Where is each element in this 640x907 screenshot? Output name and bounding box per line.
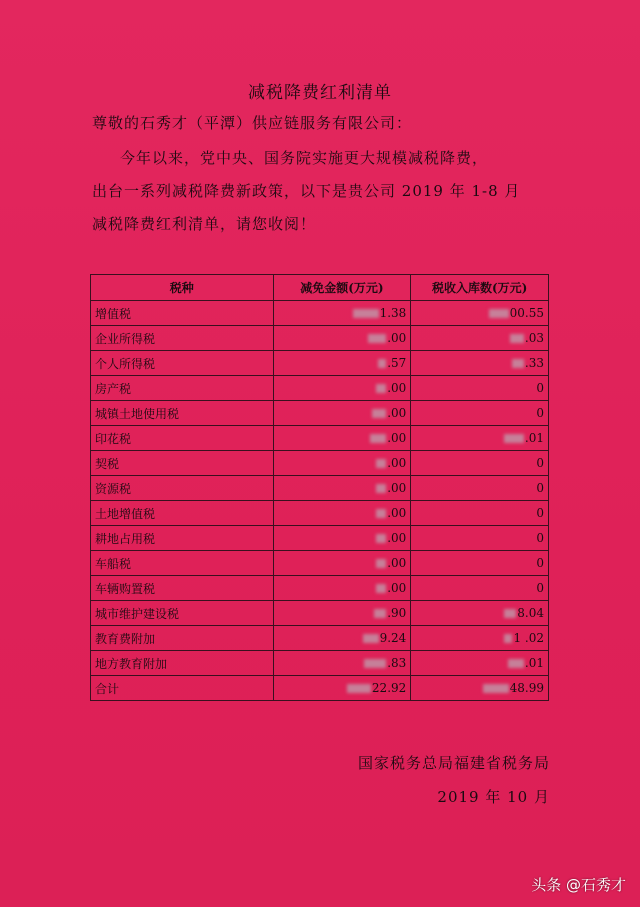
redacted-digits — [489, 309, 509, 318]
amount-value: 0 — [536, 531, 544, 545]
amount-value: 48.99 — [509, 681, 544, 695]
amount-value: 0 — [536, 556, 544, 570]
redacted-digits — [376, 534, 386, 543]
revenue-amount-cell — [411, 626, 549, 651]
table-row — [91, 526, 549, 551]
table-row — [91, 376, 549, 401]
amount-value: .00 — [387, 581, 407, 595]
revenue-amount-cell — [411, 326, 549, 351]
table-row — [91, 351, 549, 376]
relief-amount-cell — [273, 526, 411, 551]
redacted-digits — [510, 334, 524, 343]
header-tax-type: 税种 — [91, 275, 274, 301]
revenue-amount-cell — [411, 351, 549, 376]
issuing-authority: 国家税务总局福建省税务局 — [357, 754, 550, 772]
relief-amount-cell — [273, 301, 411, 326]
revenue-amount-cell — [411, 676, 549, 701]
tax-type-cell: 增值税 — [91, 301, 274, 326]
redacted-digits — [504, 434, 524, 443]
table-row — [91, 501, 549, 526]
tax-relief-table — [90, 274, 549, 701]
amount-value: .00 — [387, 506, 407, 520]
salutation: 尊敬的石秀才（平潭）供应链服务有限公司： — [92, 114, 413, 132]
amount-value: 8.04 — [517, 606, 544, 620]
revenue-amount-cell — [411, 651, 549, 676]
relief-amount-cell — [273, 576, 411, 601]
tax-type-cell: 房产税 — [91, 376, 274, 401]
amount-value: .00 — [387, 456, 407, 470]
revenue-amount-cell — [411, 451, 549, 476]
table-row — [91, 651, 549, 676]
revenue-amount-cell — [411, 426, 549, 451]
tax-type-cell: 耕地占用税 — [91, 526, 274, 551]
table-row — [91, 626, 549, 651]
amount-value: .03 — [524, 331, 544, 345]
relief-amount-cell — [273, 451, 411, 476]
body-paragraph-line-1: 今年以来，党中央、国务院实施更大规模减税降费， — [120, 149, 489, 167]
redacted-digits — [372, 409, 386, 418]
table-header-row — [91, 275, 549, 301]
table-row — [91, 601, 549, 626]
amount-value: .83 — [387, 656, 407, 670]
amount-value: .00 — [387, 556, 407, 570]
amount-value: .57 — [387, 356, 407, 370]
amount-value: 1 .02 — [513, 631, 544, 645]
amount-value: .01 — [524, 431, 544, 445]
table-total-row — [91, 676, 549, 701]
issue-date: 2019 年 10 月 — [437, 788, 550, 806]
amount-value: 0 — [536, 581, 544, 595]
relief-amount-cell — [273, 476, 411, 501]
amount-value: .00 — [387, 331, 407, 345]
header-relief-amount: 减免金额(万元) — [273, 275, 411, 301]
amount-value: .00 — [387, 481, 407, 495]
amount-value: 0 — [536, 381, 544, 395]
header-revenue-amount: 税收入库数(万元) — [411, 275, 549, 301]
table-row — [91, 551, 549, 576]
watermark: 头条 @石秀才 — [531, 876, 626, 894]
redacted-digits — [512, 359, 524, 368]
relief-amount-cell — [273, 501, 411, 526]
amount-value: .90 — [387, 606, 407, 620]
redacted-digits — [370, 434, 386, 443]
amount-value: .00 — [387, 531, 407, 545]
amount-value: 1.38 — [379, 306, 407, 320]
redacted-digits — [347, 684, 371, 693]
revenue-amount-cell — [411, 476, 549, 501]
amount-value: 0 — [536, 481, 544, 495]
amount-value: 0 — [536, 406, 544, 420]
amount-value: 0 — [536, 456, 544, 470]
relief-amount-cell — [273, 376, 411, 401]
body-paragraph-line-3: 减税降费红利清单，请您收阅！ — [92, 215, 317, 233]
relief-amount-cell — [273, 401, 411, 426]
redacted-digits — [364, 659, 386, 668]
table-row — [91, 426, 549, 451]
amount-value: .00 — [387, 406, 407, 420]
table-row — [91, 451, 549, 476]
redacted-digits — [374, 609, 386, 618]
tax-type-cell: 车辆购置税 — [91, 576, 274, 601]
relief-amount-cell — [273, 651, 411, 676]
amount-value: .33 — [524, 356, 544, 370]
table-row — [91, 401, 549, 426]
amount-value: 22.92 — [371, 681, 407, 695]
relief-amount-cell — [273, 551, 411, 576]
revenue-amount-cell — [411, 576, 549, 601]
redacted-digits — [504, 634, 512, 643]
relief-amount-cell — [273, 426, 411, 451]
body-paragraph-line-2: 出台一系列减税降费新政策，以下是贵公司 2019 年 1-8 月 — [92, 182, 521, 200]
redacted-digits — [483, 684, 509, 693]
redacted-digits — [378, 359, 386, 368]
tax-type-cell: 教育费附加 — [91, 626, 274, 651]
relief-amount-cell — [273, 676, 411, 701]
redacted-digits — [376, 484, 386, 493]
relief-amount-cell — [273, 326, 411, 351]
table-row — [91, 476, 549, 501]
redacted-digits — [368, 334, 386, 343]
amount-value: .00 — [387, 431, 407, 445]
amount-value: 0 — [536, 506, 544, 520]
tax-type-cell: 印花税 — [91, 426, 274, 451]
tax-type-cell: 个人所得税 — [91, 351, 274, 376]
revenue-amount-cell — [411, 301, 549, 326]
amount-value: 00.55 — [509, 306, 544, 320]
redacted-digits — [376, 559, 386, 568]
redacted-digits — [376, 459, 386, 468]
tax-type-cell: 城镇土地使用税 — [91, 401, 274, 426]
revenue-amount-cell — [411, 401, 549, 426]
redacted-digits — [376, 384, 386, 393]
relief-amount-cell — [273, 601, 411, 626]
tax-type-cell: 地方教育附加 — [91, 651, 274, 676]
tax-type-cell: 合计 — [91, 676, 274, 701]
redacted-digits — [504, 609, 516, 618]
amount-value: .01 — [524, 656, 544, 670]
table-row — [91, 326, 549, 351]
amount-value: 9.24 — [379, 631, 407, 645]
table-row — [91, 576, 549, 601]
tax-type-cell: 城市维护建设税 — [91, 601, 274, 626]
amount-value: .00 — [387, 381, 407, 395]
revenue-amount-cell — [411, 526, 549, 551]
tax-type-cell: 车船税 — [91, 551, 274, 576]
document-title: 减税降费红利清单 — [248, 83, 392, 103]
tax-type-cell: 契税 — [91, 451, 274, 476]
revenue-amount-cell — [411, 376, 549, 401]
revenue-amount-cell — [411, 501, 549, 526]
redacted-digits — [353, 309, 379, 318]
revenue-amount-cell — [411, 551, 549, 576]
relief-amount-cell — [273, 626, 411, 651]
redacted-digits — [508, 659, 524, 668]
tax-type-cell: 土地增值税 — [91, 501, 274, 526]
redacted-digits — [363, 634, 379, 643]
redacted-digits — [376, 509, 386, 518]
table-row — [91, 301, 549, 326]
tax-type-cell: 企业所得税 — [91, 326, 274, 351]
redacted-digits — [376, 584, 386, 593]
relief-amount-cell — [273, 351, 411, 376]
tax-type-cell: 资源税 — [91, 476, 274, 501]
revenue-amount-cell — [411, 601, 549, 626]
